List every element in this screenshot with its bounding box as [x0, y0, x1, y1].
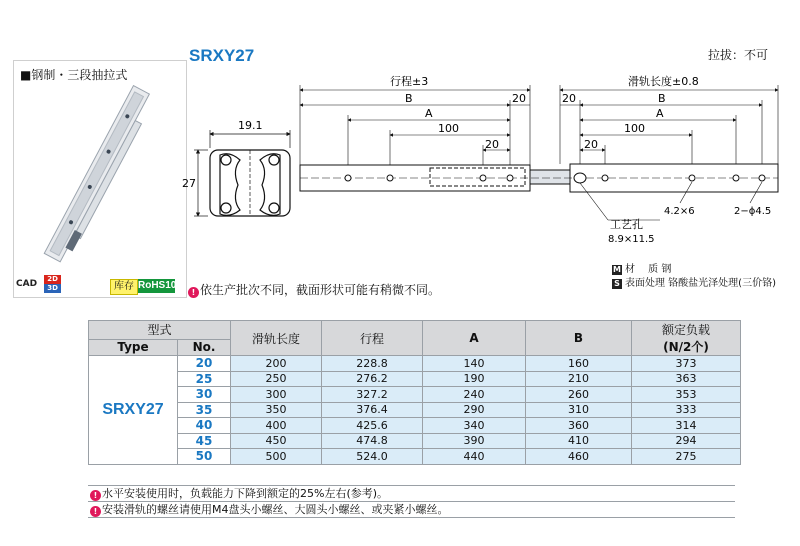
spec-table — [88, 320, 741, 465]
rail-length-cell: 200 — [231, 356, 322, 372]
dim-20-top-right: 20 — [562, 92, 576, 105]
product-code-title: SRXY27 — [189, 46, 255, 65]
dim-20-top-left: 20 — [512, 92, 526, 105]
material-badge: M — [613, 265, 621, 274]
header-rail-length: 滑轨长度 — [231, 321, 322, 356]
b-cell: 210 — [526, 371, 632, 387]
header-no: No. — [178, 339, 231, 355]
load-cell: 353 — [632, 387, 741, 403]
material-info — [612, 263, 776, 291]
rail-length-cell: 450 — [231, 433, 322, 449]
no-cell[interactable]: 30 — [178, 387, 231, 403]
stock-badge: 库存 — [110, 279, 138, 295]
stroke-cell: 524.0 — [322, 449, 423, 465]
cad-3d-badge[interactable]: 3D — [44, 284, 61, 293]
b-label-left: B — [405, 92, 413, 105]
warning-icon: ! — [188, 287, 199, 298]
b-cell: 160 — [526, 356, 632, 372]
a-cell: 140 — [423, 356, 526, 372]
a-cell: 340 — [423, 418, 526, 434]
dim-100-left: 100 — [438, 122, 459, 135]
product-photo — [18, 85, 180, 265]
a-label-right: A — [656, 107, 664, 120]
footnote-2: ! 安装滑轨的螺丝请使用M4盘头小螺丝、大圆头小螺丝、或夹紧小螺丝。 — [88, 501, 735, 518]
a-cell: 440 — [423, 449, 526, 465]
rail-length-cell: 500 — [231, 449, 322, 465]
a-label-left: A — [425, 107, 433, 120]
section-height-label: 27 — [182, 177, 196, 190]
table-row — [89, 387, 741, 403]
table-row — [89, 356, 741, 372]
warning-icon: ! — [90, 490, 101, 501]
surface-badge: S — [612, 279, 622, 289]
header-b: B — [526, 321, 632, 356]
b-cell: 460 — [526, 449, 632, 465]
load-cell: 275 — [632, 449, 741, 465]
no-cell[interactable]: 20 — [178, 356, 231, 372]
pull-note: 拉拔：不可 — [708, 48, 769, 62]
holes-left-label: 4.2×6 — [664, 206, 695, 217]
b-cell: 410 — [526, 433, 632, 449]
a-cell: 240 — [423, 387, 526, 403]
header-a: A — [423, 321, 526, 356]
table-row — [89, 371, 741, 387]
stroke-cell: 327.2 — [322, 387, 423, 403]
header-load: 额定负载 (N/2个) — [632, 321, 741, 356]
table-row — [89, 402, 741, 418]
no-cell[interactable]: 40 — [178, 418, 231, 434]
side-view — [300, 164, 778, 192]
load-cell: 373 — [632, 356, 741, 372]
load-cell: 363 — [632, 371, 741, 387]
table-row — [89, 418, 741, 434]
a-cell: 390 — [423, 433, 526, 449]
hole-label: 工艺孔 — [610, 218, 643, 231]
dim-20-left: 20 — [485, 138, 499, 151]
rail-length-cell: 350 — [231, 402, 322, 418]
no-cell[interactable]: 25 — [178, 371, 231, 387]
table-row — [89, 449, 741, 465]
rail-length-cell: 400 — [231, 418, 322, 434]
cad-badge[interactable] — [16, 273, 61, 293]
stroke-cell: 276.2 — [322, 371, 423, 387]
b-cell: 260 — [526, 387, 632, 403]
section-width-label: 19.1 — [238, 119, 263, 132]
stroke-cell: 474.8 — [322, 433, 423, 449]
no-cell[interactable]: 45 — [178, 433, 231, 449]
load-cell: 333 — [632, 402, 741, 418]
header-type-en: Type — [89, 339, 178, 355]
type-cell: SRXY27 — [89, 356, 178, 465]
warning-icon: ! — [90, 506, 101, 517]
load-cell: 294 — [632, 433, 741, 449]
a-cell: 290 — [423, 402, 526, 418]
header-stroke: 行程 — [322, 321, 423, 356]
cad-2d-badge[interactable]: 2D — [44, 275, 61, 284]
hole-size: 8.9×11.5 — [608, 234, 655, 245]
cross-section — [210, 150, 290, 216]
header-type-cn: 型式 — [89, 321, 231, 340]
batch-note: ! 依生产批次不同，截面形状可能有稍微不同。 — [188, 281, 440, 298]
cad-label: CAD — [16, 278, 38, 289]
table-row — [89, 433, 741, 449]
stroke-cell: 425.6 — [322, 418, 423, 434]
rohs-badge: RoHS10 — [138, 280, 177, 291]
b-label-right: B — [658, 92, 666, 105]
b-cell: 310 — [526, 402, 632, 418]
a-cell: 190 — [423, 371, 526, 387]
rail-length-cell: 250 — [231, 371, 322, 387]
b-cell: 360 — [526, 418, 632, 434]
stroke-cell: 376.4 — [322, 402, 423, 418]
surface-text: 表面处理 铬酸盐光泽处理(三价铬) — [625, 278, 776, 289]
no-cell[interactable]: 50 — [178, 449, 231, 465]
dim-100-right: 100 — [624, 122, 645, 135]
load-cell: 314 — [632, 418, 741, 434]
product-subtitle: ■钢制・三段抽拉式 — [20, 68, 128, 82]
rail-length-label: 滑轨长度±0.8 — [628, 75, 699, 88]
stroke-label: 行程±3 — [390, 75, 429, 88]
material-text: 材 质 钢 — [625, 264, 672, 275]
rail-length-cell: 300 — [231, 387, 322, 403]
holes-right-label: 2−ϕ4.5 — [734, 206, 772, 217]
footnote-1: ! 水平安装使用时，负载能力下降到额定的25%左右(参考)。 — [88, 485, 735, 501]
stroke-cell: 228.8 — [322, 356, 423, 372]
footnotes — [88, 485, 735, 518]
technical-drawing — [180, 60, 800, 260]
dim-20-right: 20 — [584, 138, 598, 151]
no-cell[interactable]: 35 — [178, 402, 231, 418]
